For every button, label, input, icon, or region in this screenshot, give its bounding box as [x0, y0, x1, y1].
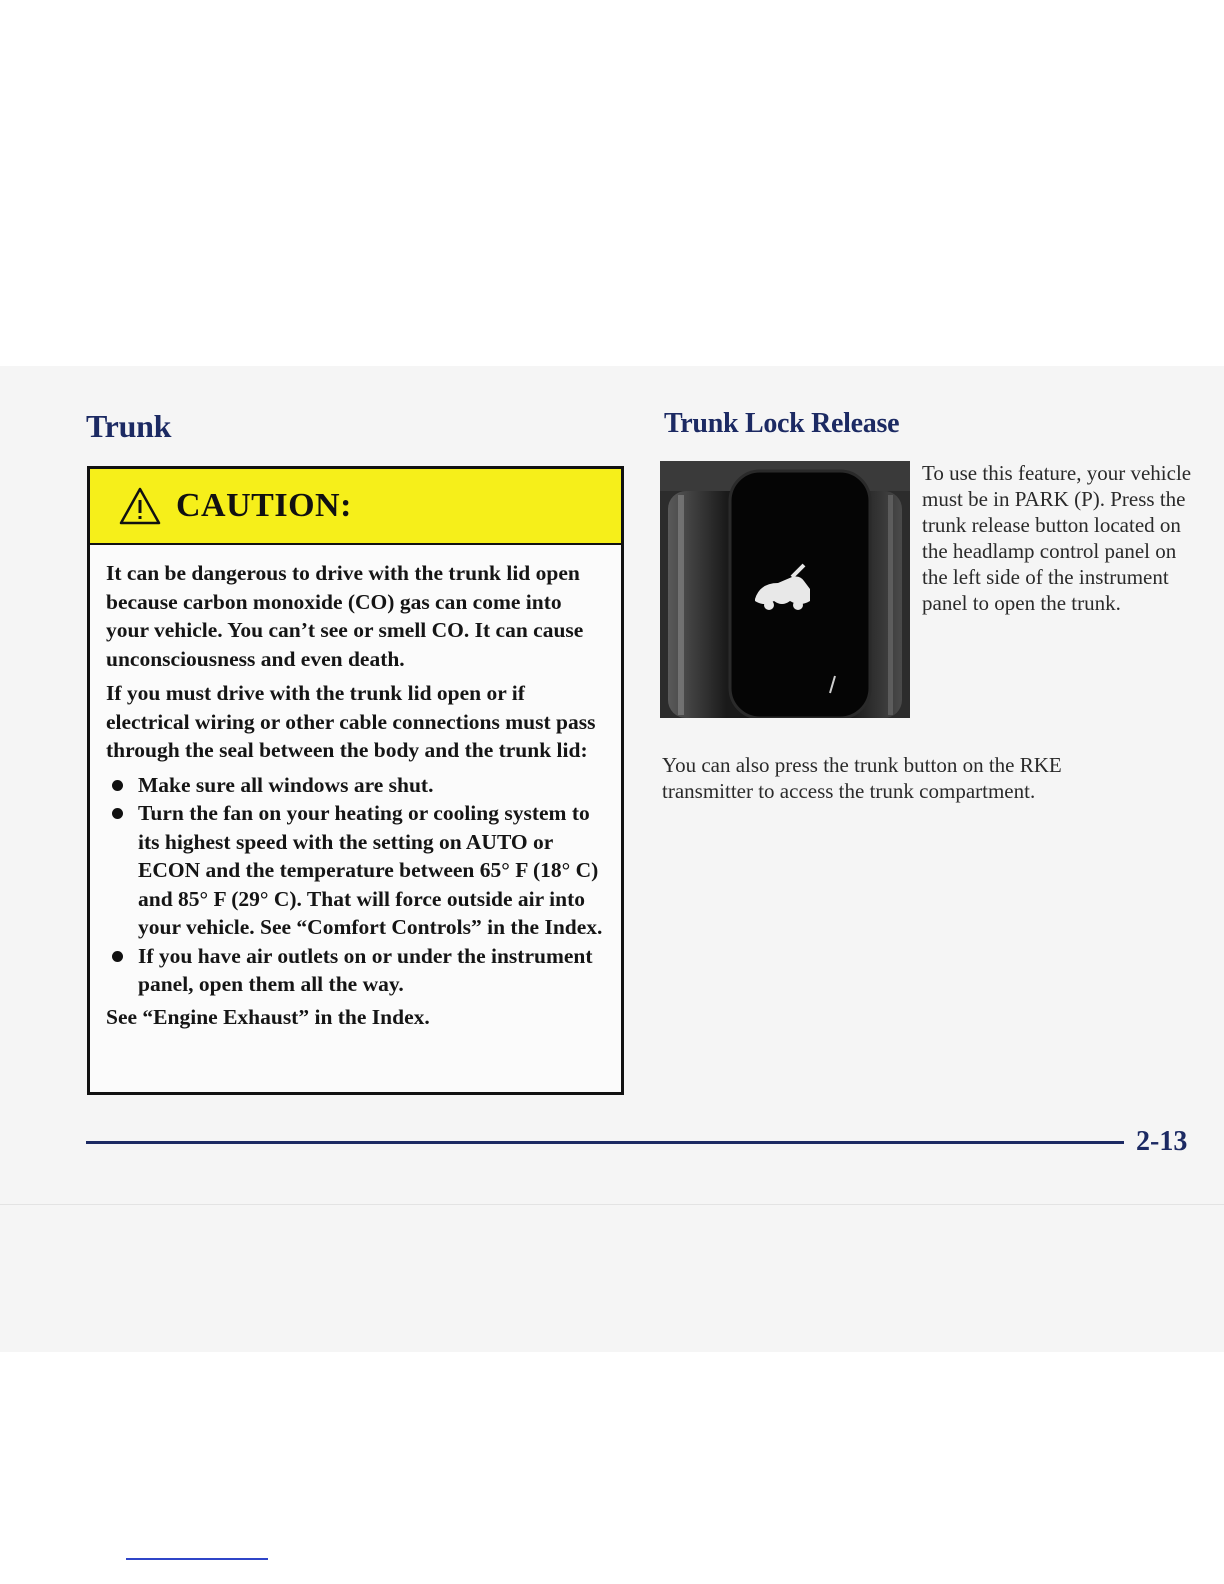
- caution-bullet-list: [106, 771, 607, 999]
- bullet-dot-icon: [112, 808, 123, 819]
- link-underline[interactable]: [126, 1558, 268, 1560]
- caution-body: [90, 545, 621, 1031]
- caution-paragraph: It can be dangerous to drive with the trunk lid open because carbon monoxide (CO) gas can come into your vehicle. You can’t see or smell CO. It can cause unconsciousness and even death.: [106, 561, 584, 671]
- caution-paragraph: If you must drive with the trunk lid open or if electrical wiring or other cable connections must pass through the seal between the body and the trunk lid:: [106, 681, 596, 762]
- caution-title: CAUTION:: [176, 487, 352, 524]
- caution-footer: See “Engine Exhaust” in the Index.: [106, 1004, 430, 1029]
- caution-bullet: [106, 799, 607, 942]
- trunk-release-instructions: To use this feature, your vehicle must be in PARK (P). Press the trunk release button located on the headlamp control panel on the left side of the instrument panel to open the trunk.: [922, 461, 1192, 615]
- trunk-lock-release-heading: Trunk Lock Release: [664, 408, 900, 439]
- caution-bullet-text: Turn the fan on your heating or cooling system to its highest speed with the setting on AUTO or ECON and the temperature between 65° F (18° C) and 85° F (29° C). That will force outside air into your vehicle. See “Comfort Controls” in the Index.: [138, 801, 603, 939]
- footer-rule: [86, 1141, 1124, 1144]
- trunk-release-button-icon: [660, 461, 910, 718]
- rke-instructions: You can also press the trunk button on the RKE transmitter to access the trunk compartment.: [662, 753, 1062, 803]
- trunk-release-photo: [660, 461, 910, 718]
- page-edge-divider: [0, 1204, 1224, 1205]
- bullet-dot-icon: [112, 951, 123, 962]
- warning-triangle-icon: [118, 486, 162, 526]
- caution-header: [90, 469, 621, 545]
- trunk-heading: Trunk: [86, 408, 172, 444]
- caution-bullet: [106, 771, 607, 800]
- caution-bullet-text: If you have air outlets on or under the instrument panel, open them all the way.: [138, 943, 593, 996]
- caution-box: [87, 466, 624, 1095]
- caution-bullet: [106, 942, 607, 999]
- bullet-dot-icon: [112, 780, 123, 791]
- caution-bullet-text: Make sure all windows are shut.: [138, 772, 434, 797]
- page-number: 2-13: [1136, 1126, 1188, 1157]
